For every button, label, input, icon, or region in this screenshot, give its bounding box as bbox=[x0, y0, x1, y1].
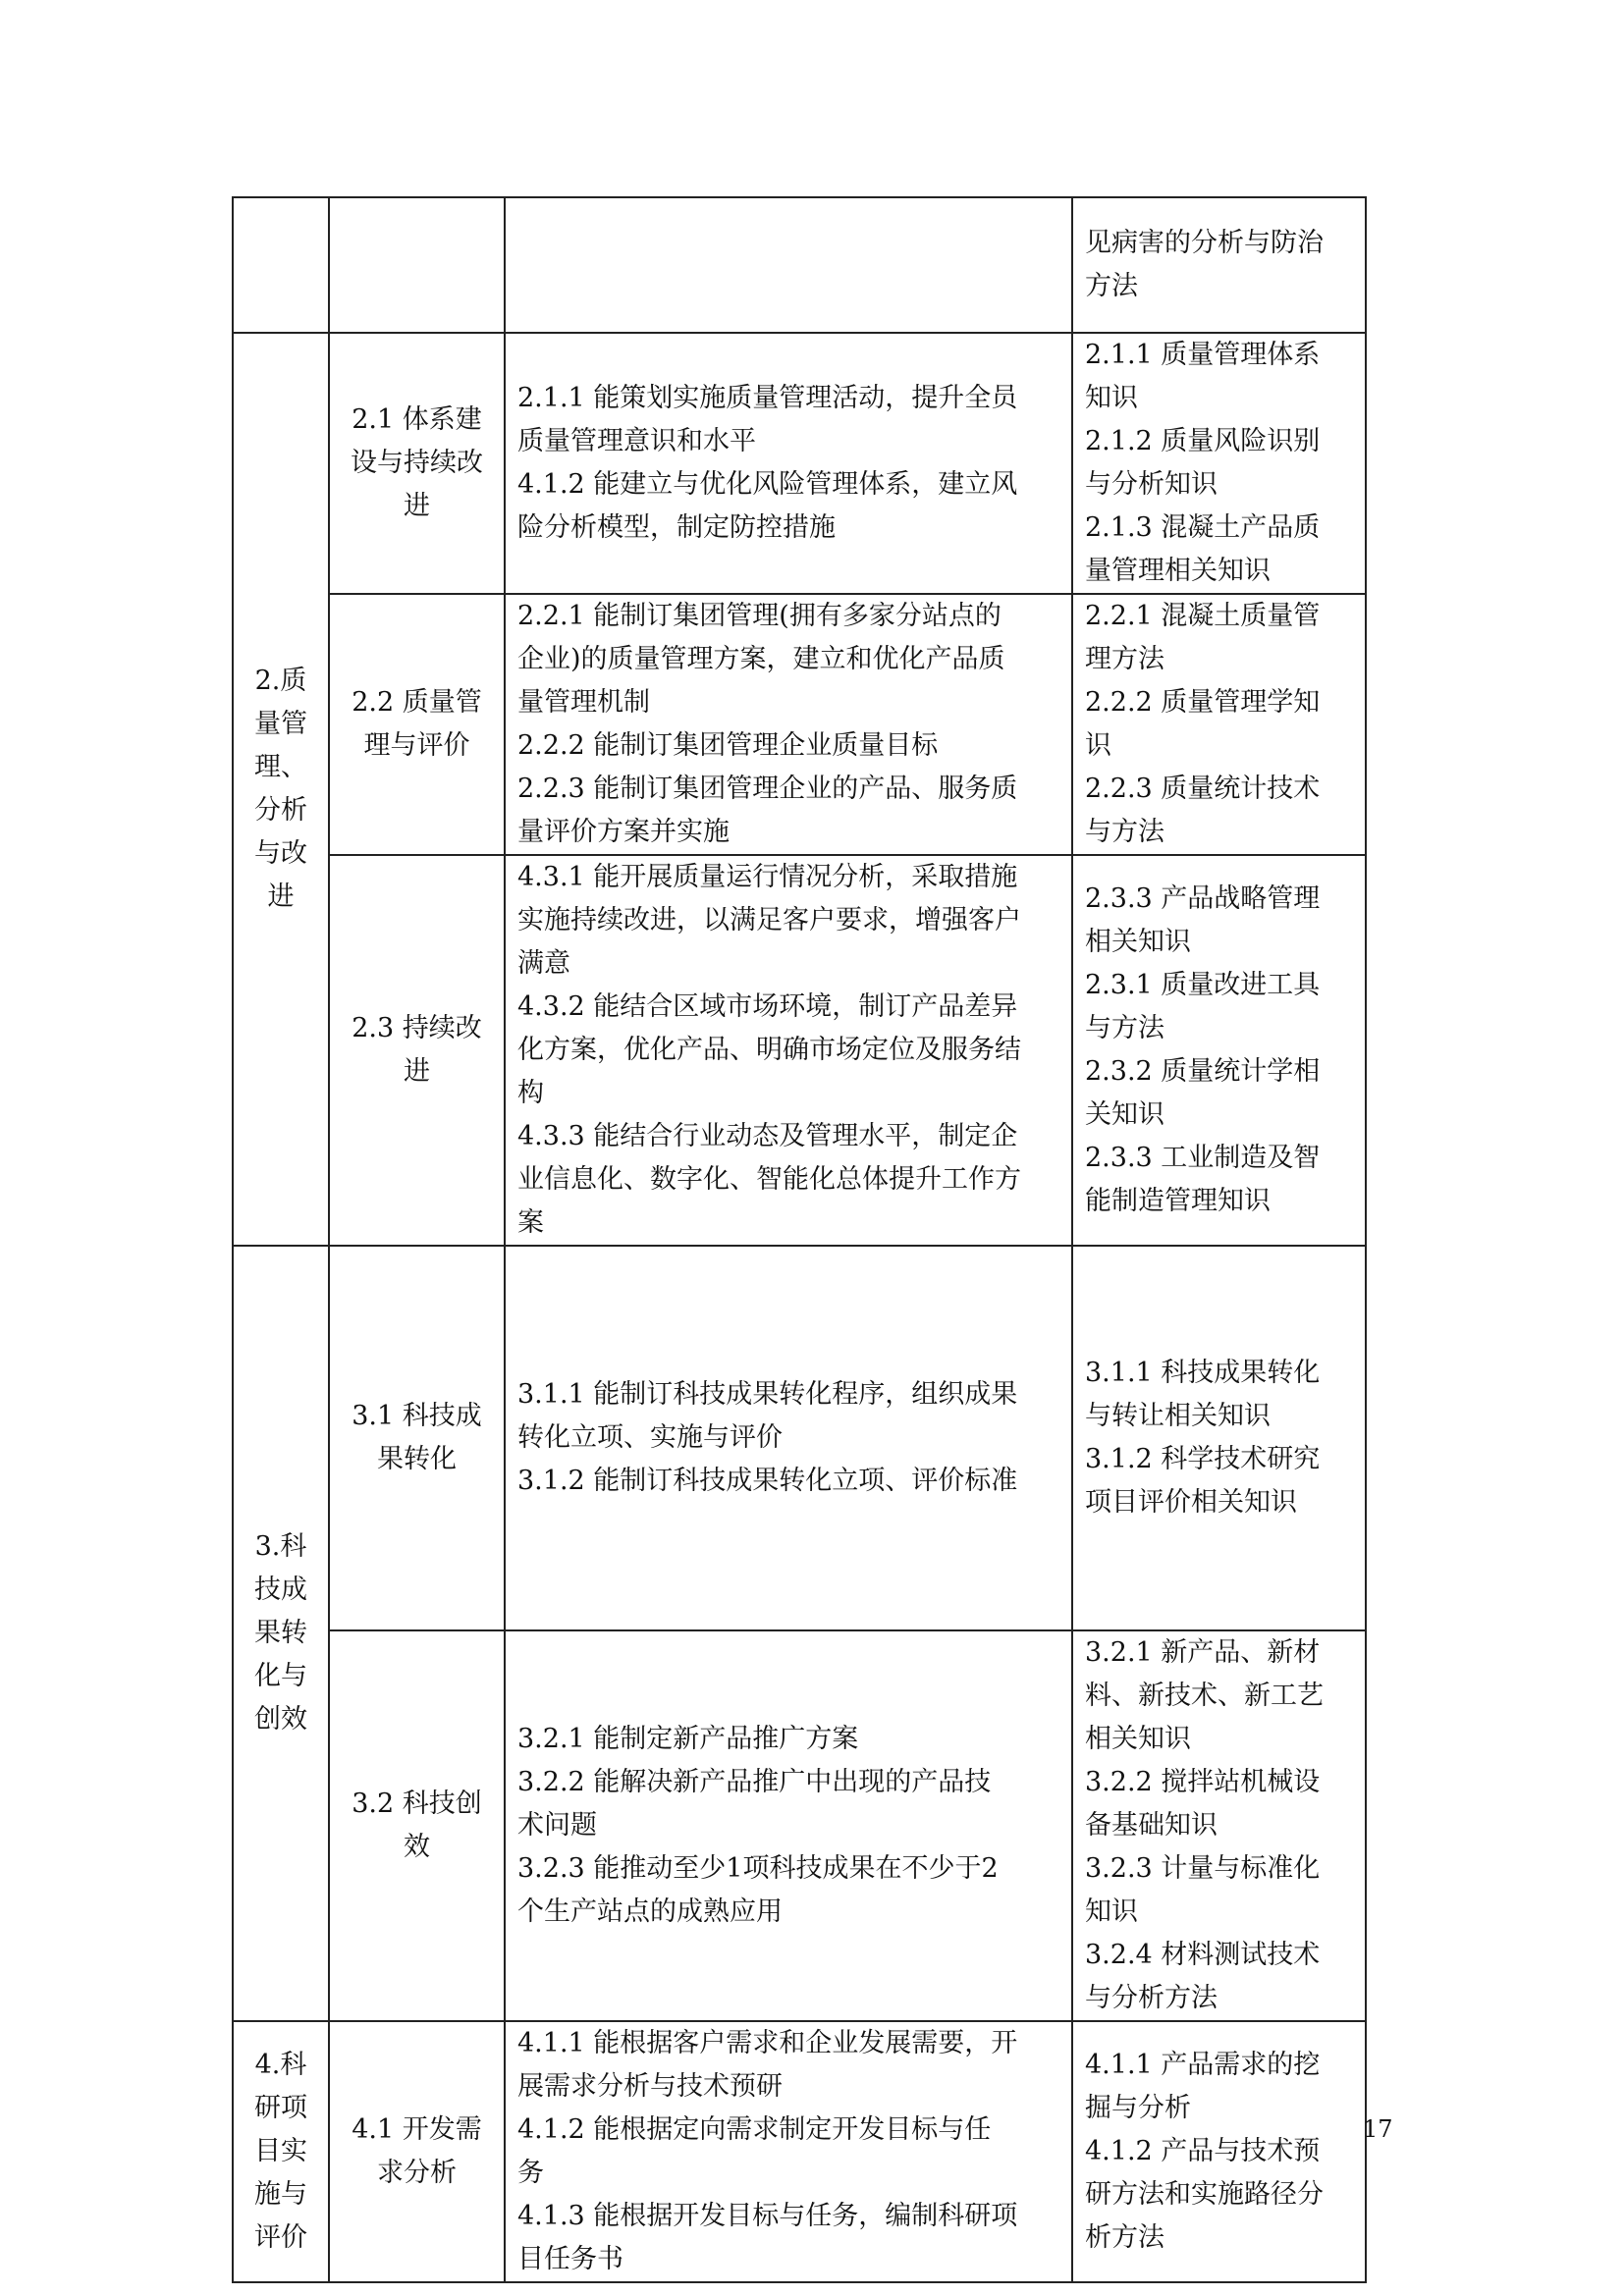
cell-line: 4.1.1 产品需求的挖 bbox=[1085, 2050, 1321, 2080]
cell-line: 量管理相关知识 bbox=[1085, 556, 1271, 586]
cell-line: 理方法 bbox=[1085, 644, 1164, 674]
skill-requirement-cell bbox=[505, 2021, 1072, 2282]
cell-line: 与分析方法 bbox=[1085, 1983, 1218, 2013]
skill-requirement-cell bbox=[505, 1246, 1072, 1630]
cell-line: 识 bbox=[1085, 730, 1111, 761]
cell-line: 化方案，优化产品、明确市场定位及服务结 bbox=[517, 1035, 1021, 1065]
cell-line: 进 bbox=[404, 1056, 430, 1087]
cell-line: 果转 bbox=[254, 1618, 307, 1648]
cell-line: 3.2.3 计量与标准化 bbox=[1085, 1853, 1321, 1884]
cell-line: 4.3.2 能结合区域市场环境，制订产品差异 bbox=[517, 991, 1018, 1022]
table-row bbox=[233, 2021, 1366, 2282]
cell-line: 量管 bbox=[254, 709, 307, 739]
cell-line: 4.3.3 能结合行业动态及管理水平，制定企 bbox=[517, 1121, 1018, 1151]
function-cell bbox=[233, 1246, 329, 2021]
cell-line: 目实 bbox=[254, 2136, 307, 2166]
related-knowledge-cell bbox=[1072, 333, 1366, 594]
cell-line: 4.1.2 产品与技术预 bbox=[1085, 2136, 1321, 2166]
cell-line: 2.2.3 质量统计技术 bbox=[1085, 774, 1321, 804]
cell-line: 4.1.2 能根据定向需求制定开发目标与任 bbox=[517, 2114, 992, 2145]
work-content-cell bbox=[329, 1246, 505, 1630]
cell-line: 关知识 bbox=[1085, 1099, 1164, 1130]
cell-line: 相关知识 bbox=[1085, 1724, 1191, 1754]
cell-line: 进 bbox=[404, 491, 430, 521]
cell-line: 2.1.3 混凝土产品质 bbox=[1085, 512, 1321, 543]
skill-requirement-cell bbox=[505, 594, 1072, 855]
cell-line: 分析 bbox=[254, 795, 307, 826]
table-row bbox=[233, 594, 1366, 855]
table-row bbox=[233, 1630, 1366, 2021]
page-number: 17 bbox=[1363, 2115, 1393, 2143]
cell-line: 务 bbox=[517, 2158, 544, 2188]
cell-line: 项目评价相关知识 bbox=[1085, 1487, 1297, 1518]
function-cell bbox=[233, 197, 329, 333]
cell-line: 2.2.3 能制订集团管理企业的产品、服务质 bbox=[517, 774, 1018, 804]
cell-line: 量评价方案并实施 bbox=[517, 817, 730, 847]
cell-line: 2.2.2 能制订集团管理企业质量目标 bbox=[517, 730, 939, 761]
cell-line: 质量管理意识和水平 bbox=[517, 426, 756, 456]
cell-line: 2.3 持续改 bbox=[352, 1013, 482, 1043]
cell-line: 4.1 开发需 bbox=[352, 2114, 482, 2145]
cell-line: 转化立项、实施与评价 bbox=[517, 1422, 783, 1453]
cell-line: 2.2 质量管 bbox=[352, 687, 482, 718]
skill-requirement-cell bbox=[505, 1630, 1072, 2021]
cell-line: 实施持续改进，以满足客户要求，增强客户 bbox=[517, 905, 1021, 935]
cell-line: 理、 bbox=[254, 752, 307, 782]
cell-line: 见病害的分析与防治 bbox=[1085, 228, 1324, 258]
cell-line: 2.2.1 混凝土质量管 bbox=[1085, 601, 1321, 631]
cell-line: 知识 bbox=[1085, 1896, 1138, 1927]
cell-line: 研方法和实施路径分 bbox=[1085, 2179, 1324, 2210]
standards-table bbox=[232, 196, 1367, 2283]
cell-line: 施与 bbox=[254, 2179, 307, 2210]
cell-line: 理与评价 bbox=[363, 730, 470, 761]
table-row bbox=[233, 197, 1366, 333]
table-row bbox=[233, 1246, 1366, 1630]
cell-line: 4.1.1 能根据客户需求和企业发展需要，开 bbox=[517, 2028, 1018, 2058]
cell-line: 案 bbox=[517, 1207, 544, 1238]
cell-line: 3.2.3 能推动至少1项科技成果在不少于2 bbox=[517, 1853, 999, 1884]
cell-line: 掘与分析 bbox=[1085, 2093, 1191, 2123]
cell-line: 3.2.1 新产品、新材 bbox=[1085, 1637, 1321, 1668]
cell-line: 4.1.2 能建立与优化风险管理体系，建立风 bbox=[517, 469, 1018, 500]
work-content-cell bbox=[329, 594, 505, 855]
cell-line: 3.1.2 能制订科技成果转化立项、评价标准 bbox=[517, 1466, 1018, 1496]
cell-line: 设与持续改 bbox=[351, 448, 483, 478]
function-cell bbox=[233, 2021, 329, 2282]
cell-line: 4.3.1 能开展质量运行情况分析，采取措施 bbox=[517, 862, 1018, 892]
cell-line: 3.1.1 科技成果转化 bbox=[1085, 1358, 1321, 1388]
cell-line: 构 bbox=[517, 1078, 544, 1108]
cell-line: 术问题 bbox=[517, 1810, 597, 1841]
cell-line: 析方法 bbox=[1085, 2222, 1164, 2253]
cell-line: 3.2.2 搅拌站机械设 bbox=[1085, 1767, 1321, 1797]
cell-line: 2.3.3 产品战略管理 bbox=[1085, 883, 1321, 914]
cell-line: 3.1.2 科学技术研究 bbox=[1085, 1444, 1321, 1474]
cell-line: 化与 bbox=[254, 1661, 307, 1691]
cell-line: 技成 bbox=[254, 1575, 307, 1605]
cell-line: 4.1.3 能根据开发目标与任务，编制科研项 bbox=[517, 2201, 1018, 2231]
cell-line: 研项 bbox=[254, 2093, 307, 2123]
cell-line: 2.1.2 质量风险识别 bbox=[1085, 426, 1321, 456]
cell-line: 满意 bbox=[517, 948, 570, 979]
cell-line: 2.1.1 能策划实施质量管理活动，提升全员 bbox=[517, 383, 1018, 413]
cell-line: 险分析模型，制定防控措施 bbox=[517, 512, 836, 543]
related-knowledge-cell bbox=[1072, 594, 1366, 855]
related-knowledge-cell bbox=[1072, 855, 1366, 1246]
work-content-cell bbox=[329, 855, 505, 1246]
cell-line: 业信息化、数字化、智能化总体提升工作方 bbox=[517, 1164, 1021, 1195]
related-knowledge-cell bbox=[1072, 2021, 1366, 2282]
cell-line: 知识 bbox=[1085, 383, 1138, 413]
function-cell bbox=[233, 333, 329, 1246]
table-row bbox=[233, 333, 1366, 594]
cell-line: 3.2 科技创 bbox=[352, 1789, 482, 1819]
cell-line: 求分析 bbox=[377, 2158, 457, 2188]
cell-line: 评价 bbox=[254, 2222, 307, 2253]
cell-line: 与改 bbox=[254, 838, 307, 869]
work-content-cell bbox=[329, 2021, 505, 2282]
table-row bbox=[233, 855, 1366, 1246]
work-content-cell bbox=[329, 333, 505, 594]
cell-line: 能制造管理知识 bbox=[1085, 1186, 1271, 1216]
work-content-cell bbox=[329, 1630, 505, 2021]
cell-line: 与转让相关知识 bbox=[1085, 1401, 1271, 1431]
cell-line: 3.科 bbox=[254, 1531, 307, 1562]
cell-line: 2.1 体系建 bbox=[352, 404, 482, 435]
cell-line: 3.2.4 材料测试技术 bbox=[1085, 1940, 1321, 1970]
skill-requirement-cell bbox=[505, 333, 1072, 594]
related-knowledge-cell bbox=[1072, 1630, 1366, 2021]
cell-line: 目任务书 bbox=[517, 2244, 623, 2274]
cell-line: 展需求分析与技术预研 bbox=[517, 2071, 783, 2102]
cell-line: 方法 bbox=[1085, 271, 1138, 301]
cell-line: 创效 bbox=[254, 1704, 307, 1735]
cell-line: 量管理机制 bbox=[517, 687, 650, 718]
cell-line: 4.科 bbox=[254, 2050, 307, 2080]
cell-line: 3.1 科技成 bbox=[352, 1401, 482, 1431]
cell-line: 2.3.2 质量统计学相 bbox=[1085, 1056, 1321, 1087]
cell-line: 3.1.1 能制订科技成果转化程序，组织成果 bbox=[517, 1379, 1018, 1410]
cell-line: 2.质 bbox=[254, 666, 307, 696]
skill-requirement-cell bbox=[505, 197, 1072, 333]
cell-line: 3.2.1 能制定新产品推广方案 bbox=[517, 1724, 859, 1754]
cell-line: 企业)的质量管理方案，建立和优化产品质 bbox=[517, 644, 1005, 674]
cell-line: 与方法 bbox=[1085, 817, 1164, 847]
cell-line: 与分析知识 bbox=[1085, 469, 1218, 500]
cell-line: 效 bbox=[404, 1832, 430, 1862]
cell-line: 2.3.1 质量改进工具 bbox=[1085, 970, 1321, 1000]
cell-line: 2.1.1 质量管理体系 bbox=[1085, 340, 1321, 370]
cell-line: 进 bbox=[267, 881, 295, 912]
cell-line: 与方法 bbox=[1085, 1013, 1164, 1043]
work-content-cell bbox=[329, 197, 505, 333]
cell-line: 料、新技术、新工艺 bbox=[1085, 1681, 1324, 1711]
cell-line: 2.2.1 能制订集团管理(拥有多家分站点的 bbox=[517, 601, 1001, 631]
cell-line: 果转化 bbox=[377, 1444, 457, 1474]
cell-line: 2.2.2 质量管理学知 bbox=[1085, 687, 1321, 718]
skill-requirement-cell bbox=[505, 855, 1072, 1246]
cell-line: 备基础知识 bbox=[1085, 1810, 1218, 1841]
cell-line: 相关知识 bbox=[1085, 927, 1191, 957]
cell-line: 2.3.3 工业制造及智 bbox=[1085, 1143, 1321, 1173]
table-body bbox=[233, 197, 1366, 2282]
cell-line: 个生产站点的成熟应用 bbox=[517, 1896, 783, 1927]
cell-line: 3.2.2 能解决新产品推广中出现的产品技 bbox=[517, 1767, 992, 1797]
related-knowledge-cell bbox=[1072, 197, 1366, 333]
related-knowledge-cell bbox=[1072, 1246, 1366, 1630]
